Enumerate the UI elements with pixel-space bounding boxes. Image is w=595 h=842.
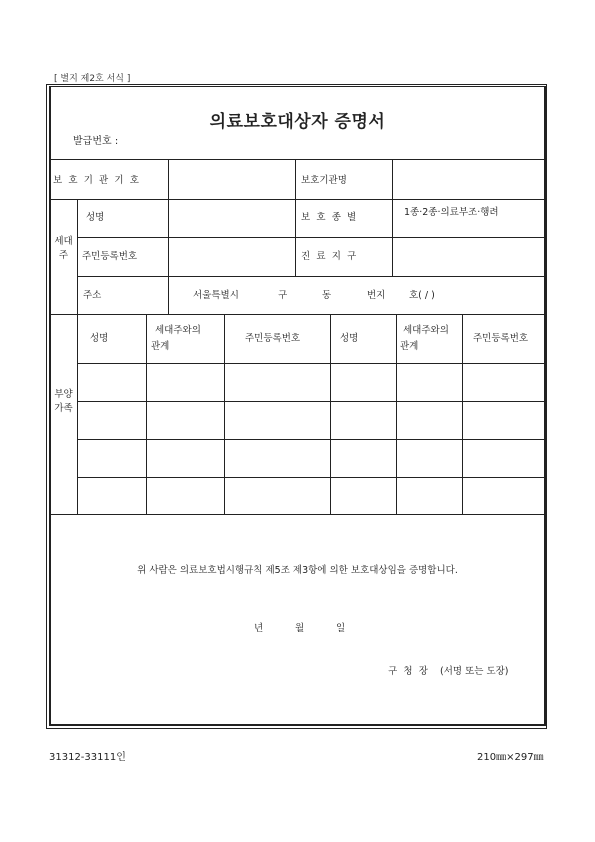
- address-label: 주소: [83, 290, 102, 301]
- document-title: 의료보호대상자 증명서: [209, 112, 386, 132]
- protection-type-options: 1종·2종·의료부조·행려: [404, 207, 499, 218]
- resident-number-header: 주민등록번호: [245, 333, 301, 344]
- dependent-name-header: 성명: [90, 333, 109, 344]
- relation-header-line1: 세대주와의: [155, 325, 201, 336]
- dependents-group-label: 부양가족: [54, 389, 73, 414]
- paper-size: 210㎜×297㎜: [477, 752, 544, 763]
- certification-text: 위 사람은 의료보호법시행규칙 제5조 제3항에 의한 보호대상임을 증명합니다.: [137, 565, 458, 576]
- care-area-field[interactable]: [393, 238, 545, 276]
- address-dong: 동: [322, 290, 332, 301]
- resident-number-label: 주민등록번호: [82, 251, 138, 262]
- relation-header-line2: 관계: [151, 341, 170, 352]
- resident-number-header-2: 주민등록번호: [473, 333, 529, 344]
- address-gu: 구: [278, 290, 288, 301]
- address-ho: 호( / ): [409, 290, 435, 301]
- institution-name-field[interactable]: [393, 160, 545, 199]
- address-beonji: 번지: [367, 290, 386, 301]
- head-name-field[interactable]: [169, 200, 295, 237]
- dependent-name-header-2: 성명: [340, 333, 359, 344]
- care-area-label: 진료지구: [301, 251, 363, 262]
- date-day: 일: [336, 623, 346, 634]
- institution-symbol-field[interactable]: [169, 160, 295, 199]
- institution-symbol-label: 보호기관기호: [53, 175, 146, 186]
- issue-number-label: 발급번호 :: [73, 136, 119, 147]
- form-code: 31312-33111인: [49, 752, 126, 763]
- relation-header-line2-2: 관계: [400, 341, 419, 352]
- address-city: 서울특별시: [193, 290, 239, 301]
- date-year: 년: [254, 623, 264, 634]
- signature-note: (서명 또는 도장): [440, 666, 509, 677]
- signatory-title: 구청장: [388, 666, 435, 677]
- head-group-label: 세대주: [54, 236, 73, 261]
- head-name-label: 성명: [86, 212, 105, 223]
- protection-type-label: 보호종별: [301, 212, 363, 223]
- form-label: [ 별지 제2호 서식 ]: [54, 74, 131, 84]
- date-month: 월: [295, 623, 305, 634]
- address-field[interactable]: [169, 277, 545, 314]
- relation-header-line1-2: 세대주와의: [403, 325, 449, 336]
- institution-name-label: 보호기관명: [301, 175, 347, 186]
- dependents-entry-area[interactable]: [78, 364, 546, 514]
- resident-number-field[interactable]: [169, 238, 295, 276]
